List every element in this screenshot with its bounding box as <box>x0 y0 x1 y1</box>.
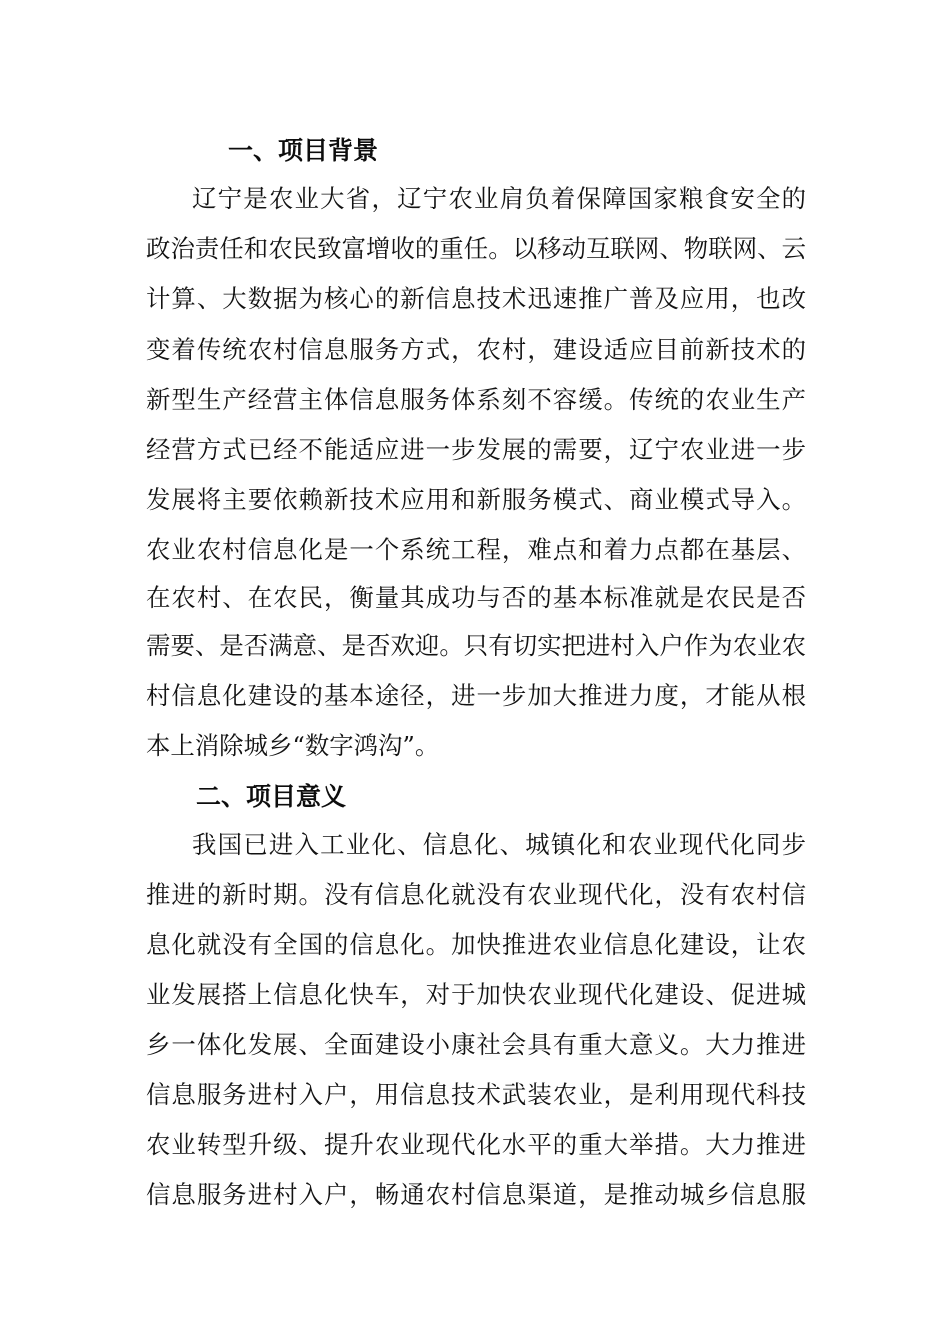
paragraph-line: 经营方式已经不能适应进一步发展的需要，辽宁农业进一步 <box>146 435 806 464</box>
paragraph-line: 辽宁是农业大省，辽宁农业肩负着保障国家粮食安全的 <box>192 184 806 213</box>
section-heading-background: 一、项目背景 <box>228 136 379 165</box>
paragraph-line: 业发展搭上信息化快车，对于加快农业现代化建设、促进城 <box>146 980 806 1009</box>
paragraph-line: 息化就没有全国的信息化。加快推进农业信息化建设，让农 <box>146 930 806 959</box>
paragraph-line: 村信息化建设的基本途径，进一步加大推进力度，才能从根 <box>146 681 806 710</box>
section-heading-significance: 二、项目意义 <box>196 782 347 811</box>
paragraph-line: 在农村、在农民，衡量其成功与否的基本标准就是农民是否 <box>146 583 806 612</box>
paragraph-line: 信息服务进村入户，用信息技术武装农业，是利用现代科技 <box>146 1080 806 1109</box>
paragraph-line: 政治责任和农民致富增收的重任。以移动互联网、物联网、云 <box>146 234 806 263</box>
paragraph-line: 乡一体化发展、全面建设小康社会具有重大意义。大力推进 <box>146 1030 806 1059</box>
paragraph-line: 农业农村信息化是一个系统工程，难点和着力点都在基层、 <box>146 535 806 564</box>
paragraph-line: 推进的新时期。没有信息化就没有农业现代化，没有农村信 <box>146 880 806 909</box>
paragraph-line: 我国已进入工业化、信息化、城镇化和农业现代化同步 <box>192 830 806 859</box>
paragraph-line: 新型生产经营主体信息服务体系刻不容缓。传统的农业生产 <box>146 385 806 414</box>
paragraph-line: 信息服务进村入户，畅通农村信息渠道，是推动城乡信息服 <box>146 1180 806 1209</box>
paragraph-line: 农业转型升级、提升农业现代化水平的重大举措。大力推进 <box>146 1130 806 1159</box>
paragraph-line: 需要、是否满意、是否欢迎。只有切实把进村入户作为农业农 <box>146 631 806 660</box>
paragraph-line: 发展将主要依赖新技术应用和新服务模式、商业模式导入。 <box>146 485 806 514</box>
paragraph-line: 本上消除城乡“数字鸿沟”。 <box>146 731 440 760</box>
paragraph-line: 变着传统农村信息服务方式，农村，建设适应目前新技术的 <box>146 335 806 364</box>
paragraph-line: 计算、大数据为核心的新信息技术迅速推广普及应用，也改 <box>146 284 806 313</box>
